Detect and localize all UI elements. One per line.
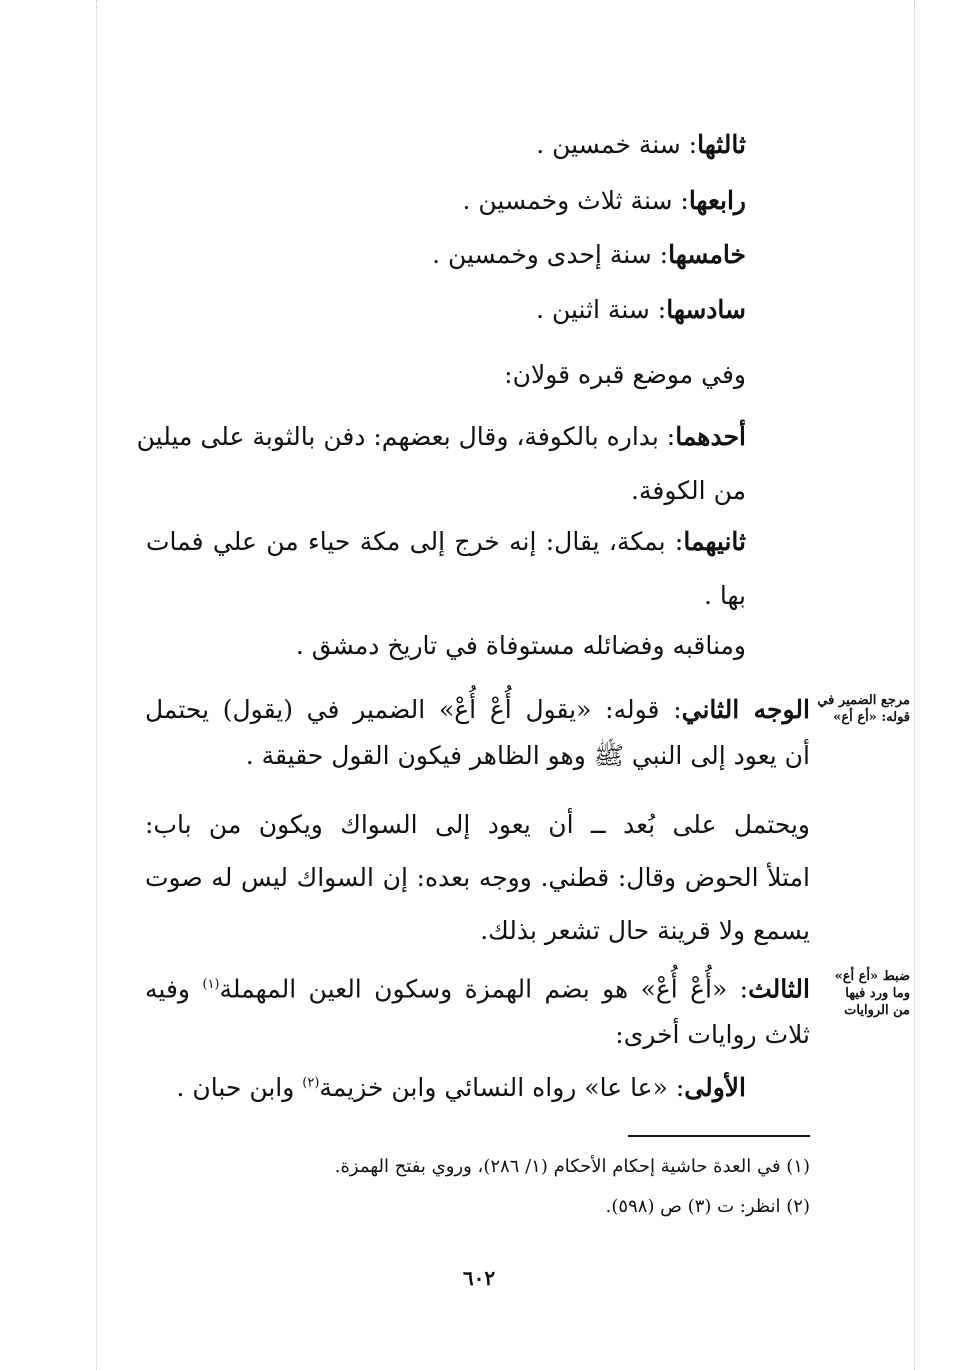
- paragraph-thaniyhuma: [146, 515, 746, 623]
- text-thalithuha: : سنة خمسين .: [536, 130, 698, 159]
- label-khamisuha: خامسها: [668, 240, 746, 269]
- paragraph-thaniyhuma-line2: بها .: [704, 581, 746, 610]
- paragraph-possibility-line3: يسمع ولا قرينة حال تشعر بذلك.: [480, 916, 810, 945]
- paragraph-possibility-line2: امتلأ الحوض وقال: قطني. ووجه بعده: إن السواك ليس له صوت: [145, 863, 810, 892]
- paragraph-second-aspect-line2: أن يعود إلى النبي ﷺ وهو الظاهر فيكون القول حقيقة .: [245, 741, 810, 770]
- line-manaqib: [296, 633, 746, 658]
- margin-note-2-line3: من الروايات: [844, 1003, 910, 1018]
- line-sadisuha: [536, 297, 746, 322]
- paragraph-possibility-line1: ويحتمل على بُعد ــ أن يعود إلى السواك ويكون من باب:: [145, 810, 810, 839]
- text-rabiuha: : سنة ثلاث وخمسين .: [462, 186, 689, 215]
- paragraph-second-aspect-line1: [145, 687, 810, 733]
- text-sadisuha: : سنة اثنين .: [536, 295, 667, 324]
- footnote-ref-2[interactable]: (٢): [302, 1075, 320, 1091]
- line-thalithuha: [536, 132, 746, 157]
- label-thalithuha: ثالثها: [697, 130, 746, 159]
- margin-note-2-line2: وما ورد فيها: [845, 986, 910, 1001]
- label-third: الثالث: [748, 974, 810, 1004]
- margin-note-1-line2: قوله: «أع أع»: [833, 710, 910, 725]
- label-ahaduhuma: أحدهما: [675, 422, 746, 451]
- text-khamisuha: : سنة إحدى وخمسين .: [432, 240, 669, 269]
- line-burial-place: [504, 362, 746, 387]
- text-first-narration-b: وابن حبان .: [176, 1073, 303, 1102]
- line-khamisuha: [432, 242, 746, 267]
- text-first-narration-a: : «عا عا» رواه النسائي وابن خزيمة: [319, 1073, 685, 1102]
- footnote-ref-1[interactable]: (١): [202, 977, 220, 992]
- label-second-aspect: الوجه الثاني: [681, 695, 810, 724]
- paragraph-third: [145, 962, 810, 1058]
- footnote-1: (١) في العدة حاشية إحكام الأحكام (١/ ٢٨٦)، وروي بفتح الهمزة.: [334, 1156, 810, 1177]
- margin-note-vocalization: [810, 968, 910, 1019]
- text-third-1-end: وفيه: [145, 974, 203, 1004]
- label-thaniyhuma: ثانيهما: [683, 527, 746, 556]
- paragraph-ahaduhuma-line1: [136, 410, 746, 464]
- margin-note-2-line1: ضبط «أع أع»: [834, 969, 910, 984]
- text-thaniyhuma-1: : بمكة، يقال: إنه خرج إلى مكة حياء من علي فمات: [146, 527, 684, 556]
- paragraph-third-line2: ثلاث روايات أخرى:: [615, 1020, 810, 1050]
- line-first-narration: [177, 1075, 747, 1100]
- text-third-1: : «أُعْ أُعْ» هو بضم الهمزة وسكون العين المهملة: [219, 974, 749, 1004]
- paragraph-ahaduhuma-line2: من الكوفة.: [631, 476, 746, 505]
- text-ahaduhuma-1: : بداره بالكوفة، وقال بعضهم: دفن بالثوبة على ميلين: [136, 422, 676, 451]
- text-second-aspect-1: : قوله: «يقول أُعْ أُعْ» الضمير في (يقول) يحتمل: [145, 695, 682, 724]
- line-rabiuha: [462, 188, 746, 213]
- footnote-2: (٢) انظر: ت (٣) ص (٥٩٨).: [605, 1196, 810, 1217]
- scan-edge-right: [914, 0, 915, 1370]
- footnote-separator: [628, 1135, 810, 1137]
- paragraph-thaniyhuma-line1: [146, 515, 746, 569]
- label-rabiuha: رابعها: [688, 186, 746, 215]
- label-sadisuha: سادسها: [666, 295, 746, 324]
- paragraph-third-line1: [145, 962, 810, 1012]
- label-first-narration: الأولى: [684, 1073, 746, 1102]
- paragraph-ahaduhuma: [136, 410, 746, 518]
- paragraph-second-aspect: [145, 687, 810, 779]
- page-number: ٦٠٢: [462, 1266, 496, 1290]
- text-burial-place: وفي موضع قبره قولان:: [504, 360, 746, 389]
- paragraph-possibility: [145, 798, 810, 957]
- margin-note-1-line1: مرجع الضمير في: [817, 693, 910, 708]
- scan-edge-left: [96, 0, 97, 1370]
- margin-note-pronoun-reference: [810, 692, 910, 726]
- text-manaqib: ومناقبه وفضائله مستوفاة في تاريخ دمشق .: [295, 631, 746, 660]
